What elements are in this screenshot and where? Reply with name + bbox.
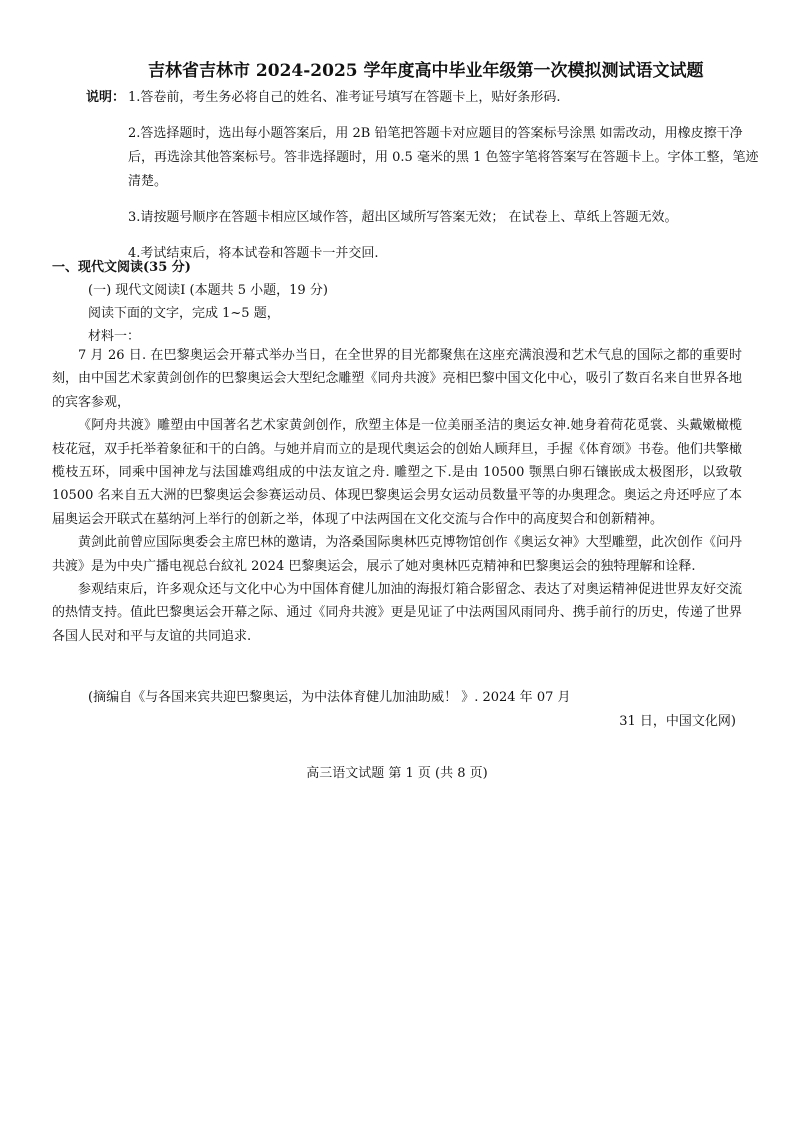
article-paragraph: 黄剑此前曾应国际奥委会主席巴林的邀请，为洛桑国际奥林匹克博物馆创作《奥运女神》大型雕塑，此次创作《问丹共渡》是为中央广播电视总台紋礼 2024 巴黎奥运会，展示了她对奥林匹克精神和巴黎奥运会的独特理解和诠释. [52,535,742,574]
instruction-item-2 [86,122,766,194]
page-title: 吉林省吉林市 2024-2025 学年度高中毕业年级第一次模拟测试语文试题 [148,61,704,81]
sub-section-heading: (一) 现代文阅读Ⅰ (本题共 5 小题，19 分) [88,283,328,298]
article-paragraph: 参观结束后，许多观众还与文化中心为中国体育健儿加油的海报灯箱合影留念、表达了对奥运精神促进世界友好交流的热情支持。值此巴黎奥运会开幕之际、通过《同舟共渡》更是见证了中法两国风雨同舟、携手前行的历史，传递了世界各国人民对和平与友谊的共同追求. [52,582,742,644]
article-paragraph: 7 月 26 日. 在巴黎奥运会开幕式举办当日，在全世界的目光都聚焦在这座充满浪漫和艺术气息的国际之都的重要时刻，由中国艺术家黄剑创作的巴黎奥运会大型纪念雕塑《同舟共渡》亮相巴黎中国文化中心，吸引了数百名来自世界各地的宾客参观， [52,348,742,410]
instruction-text: 4.考试结束后，将本试卷和答题卡一并交回. [128,246,379,261]
article-source-date: 31 日，中国文化网) [619,714,736,729]
instruction-text: 2.答选择题时，选出每小题答案后，用 2B 铅笔把答题卡对应题目的答案标号涂黑 如需改动，用橡皮擦干净后，再选涂其他答案标号。答非选择题时，用 0.5 毫米的黑 1 色签字笔将答案写在答题卡上。字体工整，笔迹清楚。 [128,126,759,189]
instruction-text: 3.请按题号顺序在答题卡相应区域作答，超出区域所写答案无效； 在试卷上、草纸上答题无效。 [128,210,678,225]
article-source: (摘编自《与各国来宾共迎巴黎奥运，为中法体育健儿加油助威！ 》. 2024 年 07 月 [88,690,571,705]
instruction-item-3 [86,206,766,230]
article-paragraph: 《阿舟共渡》雕塑由中国著名艺术家黄剑创作，欣塑主体是一位美丽圣洁的奥运女神.她身着荷花觅裳、头戴嫩橄榄枝花冠，双手托举着象征和干的白鸽。与她并肩而立的是现代奥运会的创始人顾拜旦，手握《体育颂》书卷。他们共擎橄榄枝五环，同乘中国神龙与法国雄鸡组成的中法友谊之舟. 雕塑之下.是由 10500 颚黑白卵石镶嵌成太极图形，以致敬 10500 名来自五大洲的巴黎奥运会参赛运动员、体现巴黎奥运会男女运动员数量平等的办奥理念。奥运之舟还呼应了本届奥运会开联式在墓纳河上举行的创新之举，体现了中法两国在文化交流与合作中的高度契合和创新精神。 [52,418,742,527]
section-heading: 一、现代文阅读(35 分) [52,260,191,275]
instructions-block [86,86,766,278]
page-footer: 高三语文试题 第 1 页 (共 8 页) [306,766,488,781]
reading-instruction: 阅读下面的文字，完成 1~5 题， [88,306,280,321]
article-body [52,344,742,648]
instruction-item-1 [86,86,766,110]
material-label: 材料一： [88,329,141,344]
instructions-label: 说明： [86,90,126,105]
instruction-text: 1.答卷前，考生务必将自己的姓名、准考证号填写在答题卡上，贴好条形码. [128,90,561,105]
